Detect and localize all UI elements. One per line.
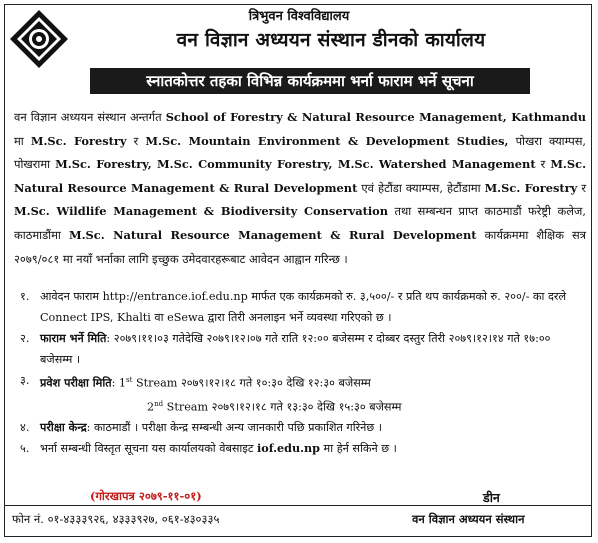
footer-divider — [4, 505, 592, 506]
intro-paragraph: वन विज्ञान अध्ययन संस्थान अन्तर्गत School of Forestry & Natural Resource Management, Kathmandu मा M.Sc. Forestry र M.Sc. Mountain Environment & Development Studies, पोखरा क्याम्पस, पोखरामा M.Sc. Forestry, M.Sc. Community Forestry, M.Sc. Watershed Management र M.Sc. Natural Resource Management & Rural Development एवं हेटौंडा क्याम्पस, हेटौंडामा M.Sc. Forestry र M.Sc. Wildlife Management & Biodiversity Conservation तथा सम्बन्धन प्राप्त काठमाडौं फरेष्ट्री कलेज, काठमाडौंमा M.Sc. Natural Resource Management & Rural Development कार्यक्रममा शैक्षिक सत्र २०७९/०८१ मा नयाँ भर्नाका लागि इच्छुक उमेदवारहरूबाट आवेदन आह्वान गरिन्छ । — [14, 110, 587, 266]
notice-banner: स्नातकोत्तर तहका विभिन्न कार्यक्रममा भर्ना फाराम भर्ने सूचना — [90, 68, 530, 94]
list-item: ४. परीक्षा केन्द्र: काठमाडौं । परीक्षा केन्द्र सम्बन्धी अन्य जानकारी पछि प्रकाशित गरिनेछ । — [20, 420, 383, 435]
signatory: डीन — [483, 490, 500, 505]
list-item: १. आवेदन फाराम http://entrance.iof.edu.np मार्फत एक कार्यक्रमको रु. ३,५००/- र प्रति थप कार्यक्रमको रु. २००/- का दरले Connect IPS, Khalti वा eSewa द्वारा तिरी अनलाइन भर्ने व्यवस्था गरिएको छ । — [20, 290, 567, 324]
list-item: ३. प्रवेश परीक्षा मिति: 1st Stream २०७९।१२।१८ गते १०:३० देखि १२:३० बजेसम्म 2nd Stream २०७९।१२।१८ गते १३:३० देखि १५:३० बजेसम्म — [20, 374, 402, 414]
list-item: २. फाराम भर्ने मिति: २०७९।११।०३ गतेदेखि २०७९।१२।०७ गते राति १२:०० बजेसम्म र दोब्बर दस्तुर तिरी २०७९।१२।१४ गते १७:०० बजेसम्म । — [20, 331, 551, 366]
list-item: ५. भर्ना सम्बन्धी विस्तृत सूचना यस कार्यालयको वेबसाइट iof.edu.np मा हेर्न सकिने छ । — [20, 441, 397, 456]
university-name: त्रिभुवन विश्वविद्यालय — [248, 9, 350, 24]
office-title: वन विज्ञान अध्ययन संस्थान डीनको कार्यालय — [176, 29, 486, 51]
phone-numbers: फोन नं. ०१-४३३३९२६, ४३३३९२७, ०६१-४३०३३५ — [12, 512, 220, 526]
newspaper-reference: (गोरखापत्र २०७९-११-०१) — [90, 489, 202, 503]
notice-items — [14, 286, 586, 459]
institute-name: वन विज्ञान अध्ययन संस्थान — [412, 512, 525, 526]
